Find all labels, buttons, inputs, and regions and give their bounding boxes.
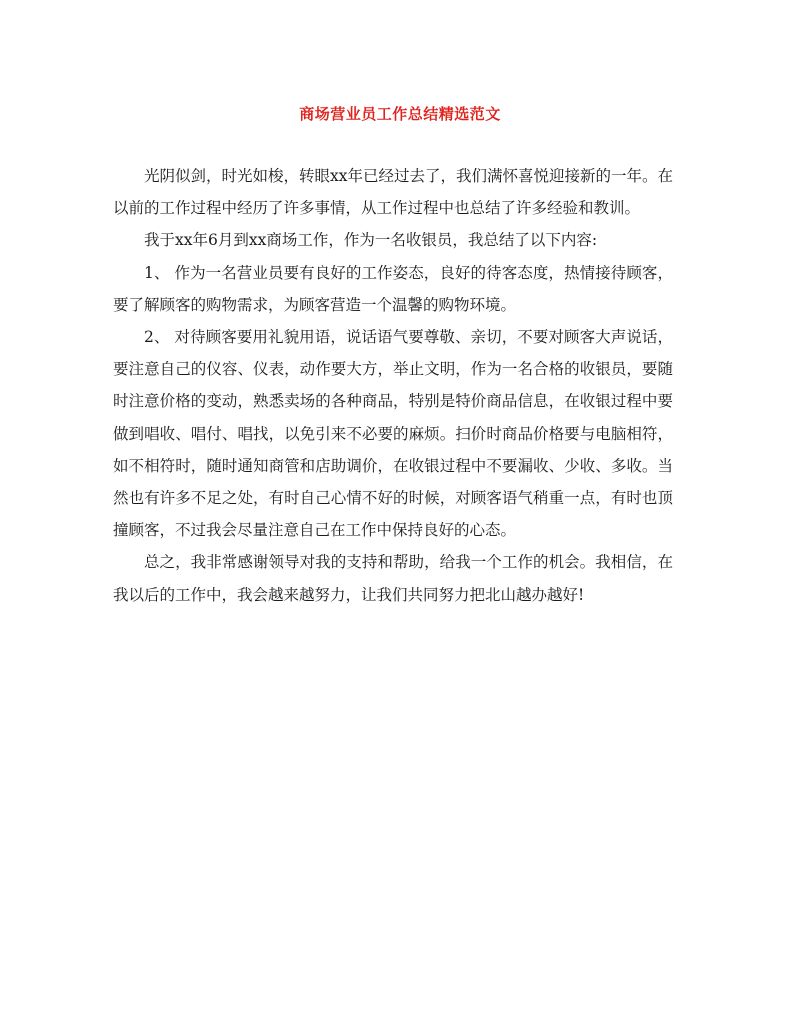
paragraph-point-1: 1、 作为一名营业员要有良好的工作姿态，良好的待客态度，热情接待顾客，要了解顾客的购物需求，为顾客营造一个温馨的购物环境。 xyxy=(113,263,673,314)
document-body xyxy=(113,160,673,611)
document-title: 商场营业员工作总结精选范文 xyxy=(299,105,501,123)
paragraph-intro: 光阴似剑，时光如梭，转眼xx年已经过去了，我们满怀喜悦迎接新的一年。在以前的工作过程中经历了许多事情，从工作过程中也总结了许多经验和教训。 xyxy=(113,167,673,218)
paragraph-conclusion: 总之，我非常感谢领导对我的支持和帮助，给我一个工作的机会。我相信，在我以后的工作中，我会越来越努力，让我们共同努力把北山越办越好! xyxy=(113,553,673,604)
paragraph-point-2: 2、 对待顾客要用礼貌用语，说话语气要尊敬、亲切，不要对顾客大声说话，要注意自己的仪容、仪表，动作要大方，举止文明，作为一名合格的收银员，要随时注意价格的变动，熟悉卖场的各种商品，特别是特价商品信息，在收银过程中要做到唱收、唱付、唱找，以免引来不必要的麻烦。扫价时商品价格要与电脑相符，如不相符时，随时通知商管和店助调价，在收银过程中不要漏收、少收、多收。当然也有许多不足之处，有时自己心情不好的时候，对顾客语气稍重一点，有时也顶撞顾客，不过我会尽量注意自己在工作中保持良好的心态。 xyxy=(113,328,673,540)
paragraph-summary-intro: 我于xx年6月到xx商场工作，作为一名收银员，我总结了以下内容: xyxy=(144,231,598,250)
